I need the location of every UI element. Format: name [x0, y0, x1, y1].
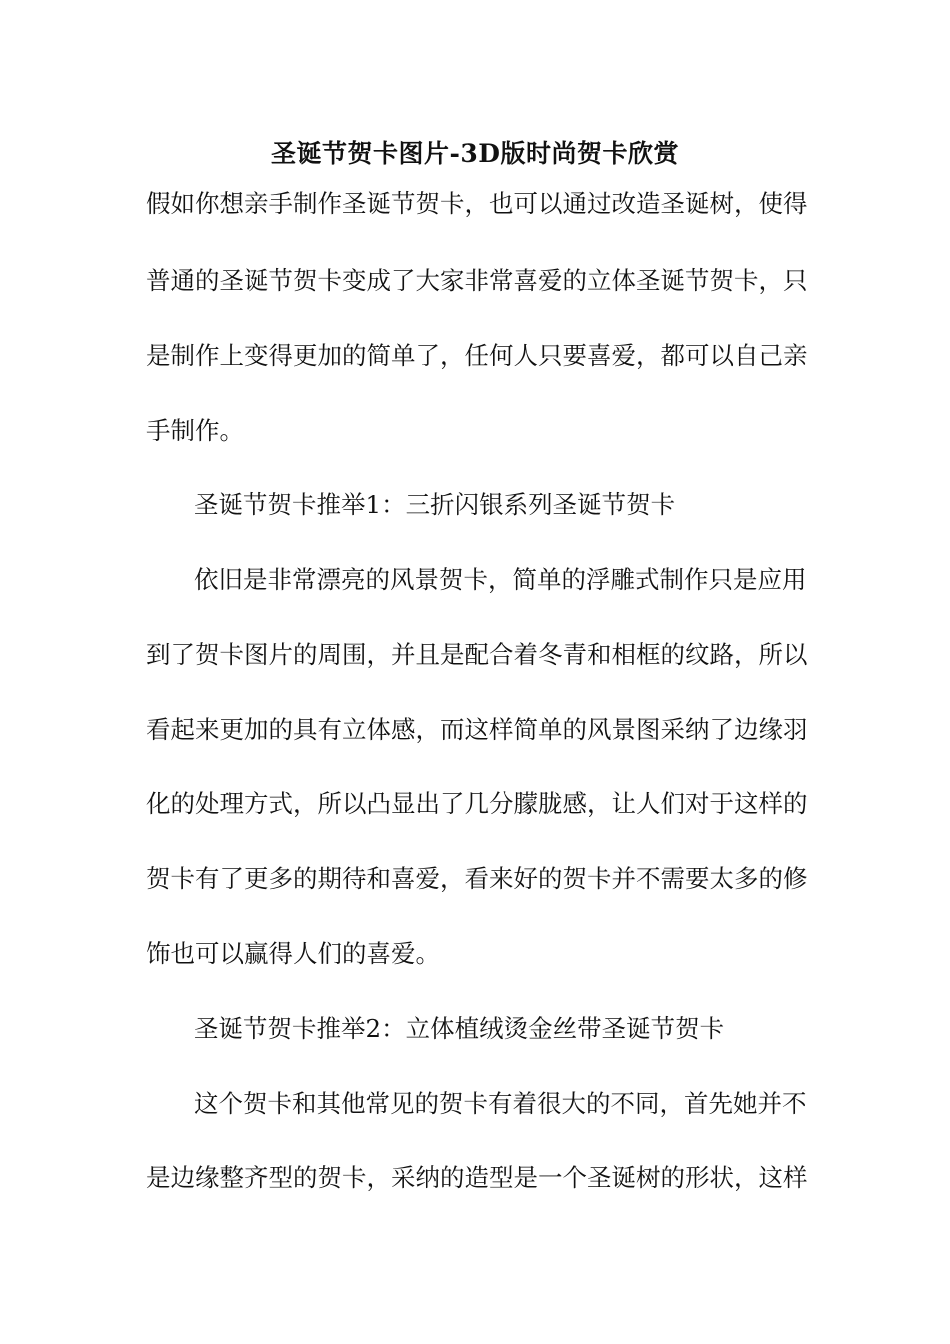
text-line: 化的处理方式，所以凸显出了几分朦胧感，让人们对于这样的 — [146, 789, 808, 818]
section-heading: 圣诞节贺卡推举2：立体植绒烫金丝带圣诞节贺卡 — [194, 1014, 725, 1043]
text-line: 手制作。 — [146, 416, 244, 445]
text-line: 普通的圣诞节贺卡变成了大家非常喜爱的立体圣诞节贺卡，只 — [146, 266, 808, 295]
text-line: 这个贺卡和其他常见的贺卡有着很大的不同，首先她并不 — [194, 1089, 807, 1118]
text-line: 是边缘整齐型的贺卡，采纳的造型是一个圣诞树的形状，这样 — [146, 1163, 808, 1192]
text-line: 是制作上变得更加的简单了，任何人只要喜爱，都可以自己亲 — [146, 341, 808, 370]
section-heading: 圣诞节贺卡推举1：三折闪银系列圣诞节贺卡 — [194, 490, 676, 519]
text-line: 假如你想亲手制作圣诞节贺卡，也可以通过改造圣诞树，使得 — [146, 189, 808, 218]
text-line: 饰也可以赢得人们的喜爱。 — [146, 939, 440, 968]
text-line: 贺卡有了更多的期待和喜爱，看来好的贺卡并不需要太多的修 — [146, 864, 808, 893]
text-line: 依旧是非常漂亮的风景贺卡，简单的浮雕式制作只是应用 — [194, 565, 807, 594]
document-title: 圣诞节贺卡图片-3D版时尚贺卡欣赏 — [271, 139, 679, 168]
text-line: 到了贺卡图片的周围，并且是配合着冬青和相框的纹路，所以 — [146, 640, 808, 669]
text-line: 看起来更加的具有立体感，而这样简单的风景图采纳了边缘羽 — [146, 715, 808, 744]
